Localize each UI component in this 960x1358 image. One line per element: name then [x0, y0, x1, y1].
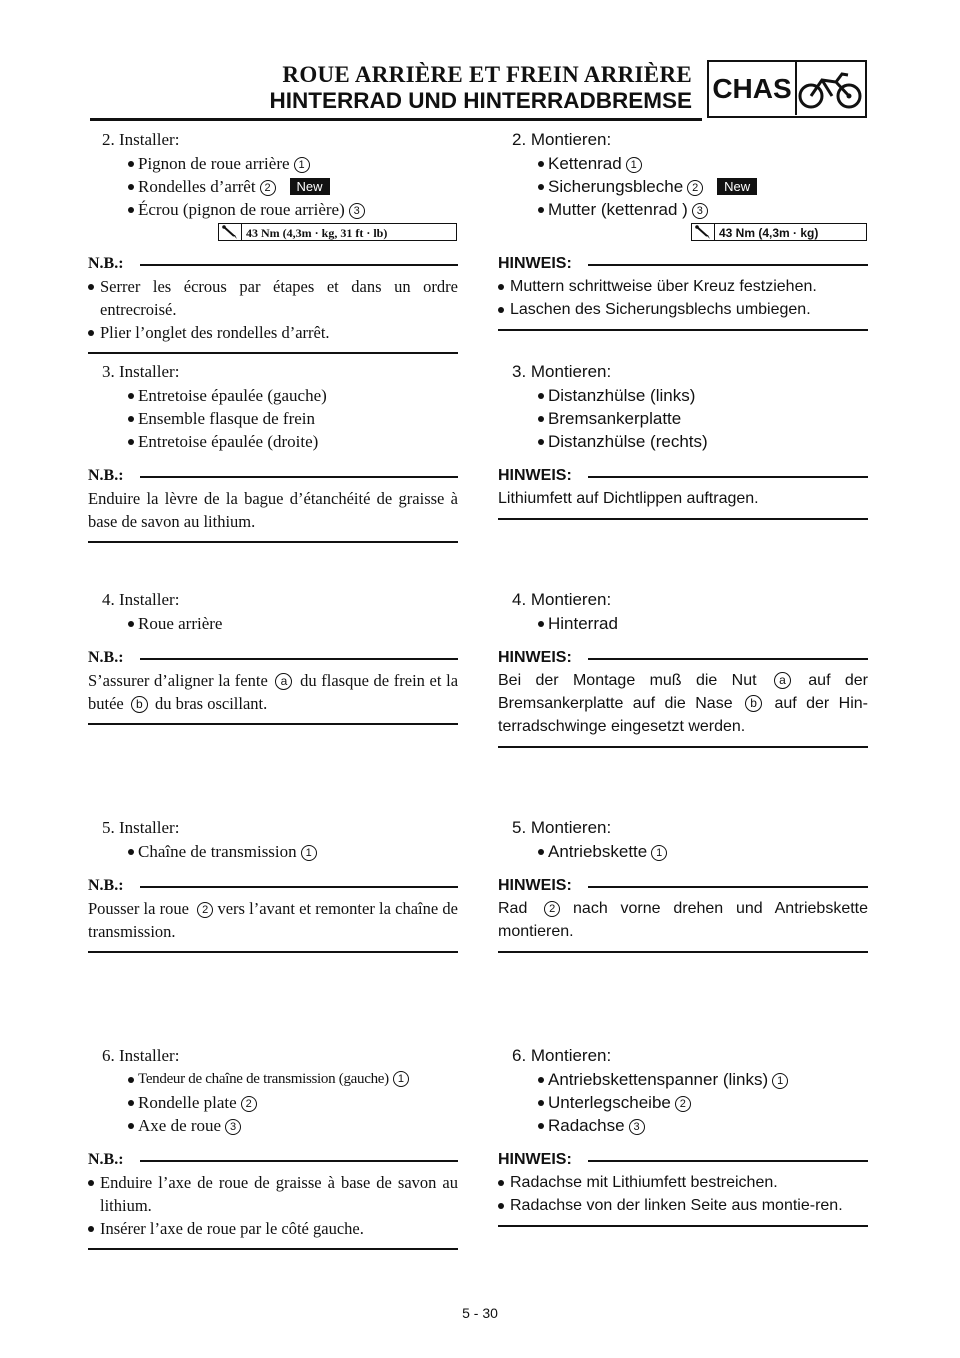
fr-step-4 — [88, 588, 458, 725]
list-item: Roue arrière — [88, 612, 458, 635]
note-end-rule — [498, 746, 868, 748]
de-step-5 — [498, 816, 868, 953]
note-body: Bei der Montage muß die Nut a auf der Bremsankerplatte auf die Nase b auf der Hin-terradschwinge eingesetzt werden. — [498, 672, 868, 735]
torque-spec: 43 Nm (4,3m · kg) — [691, 223, 867, 241]
de-step-6 — [498, 1044, 868, 1227]
note-body: Lithiumfett auf Dichtlippen auftragen. — [498, 490, 759, 507]
step-title: 4. Installer: — [102, 590, 180, 609]
list-item: Ensemble flasque de frein — [88, 407, 458, 430]
motorcycle-icon — [798, 68, 862, 112]
list-item: Rondelle plate 2 — [88, 1091, 458, 1114]
list-item: Sicherungsbleche 2 New — [498, 175, 868, 198]
list-item: Unterlegscheibe 2 — [498, 1091, 868, 1114]
torque-wrench-icon — [692, 224, 715, 240]
note-end-rule — [88, 723, 458, 725]
note-end-rule — [498, 951, 868, 953]
note-body: Serrer les écrous par étapes et dans un ordre entrecroisé. Plier l’onglet des rondelles d’arrêt. — [88, 275, 458, 344]
note-header: N.B.: — [88, 467, 458, 487]
fr-step-2 — [88, 128, 458, 354]
list-item: Entretoise épaulée (gauche) — [88, 384, 458, 407]
step-title: 3. Montieren: — [512, 362, 612, 381]
list-item: Bremsankerplatte — [498, 407, 868, 430]
note-header: N.B.: — [88, 877, 458, 897]
new-badge: New — [290, 178, 330, 195]
chapter-label: CHAS — [709, 62, 797, 115]
note-body: Rad 2 nach vorne drehen und Antriebskette montieren. — [498, 900, 869, 940]
de-step-4 — [498, 588, 868, 748]
list-item: Pignon de roue arrière 1 — [88, 152, 458, 175]
torque-spec: 43 Nm (4,3m · kg, 31 ft · lb) — [218, 223, 457, 241]
note-header: N.B.: — [88, 255, 458, 275]
step-title: 6. Installer: — [102, 1046, 180, 1065]
list-item: Kettenrad 1 — [498, 152, 868, 175]
note-header: HINWEIS: — [498, 877, 868, 897]
note-body: Pousser la roue 2 vers l’avant et remonter la chaîne de transmission. — [88, 899, 459, 941]
step-title: 5. Installer: — [102, 818, 180, 837]
note-end-rule — [498, 1225, 868, 1227]
note-header: HINWEIS: — [498, 649, 868, 669]
note-body: Enduire l’axe de roue de graisse à base de savon au lithium. Insérer l’axe de roue par le côté gauche. — [88, 1171, 458, 1240]
list-item: Antriebskette 1 — [498, 840, 868, 863]
note-body: Muttern schrittweise über Kreuz festziehen. Laschen des Sicherungsblechs umbiegen. — [498, 275, 868, 321]
torque-wrench-icon — [219, 224, 242, 240]
list-item: Tendeur de chaîne de transmission (gauche) 1 — [88, 1068, 458, 1091]
list-item: Axe de roue 3 — [88, 1114, 458, 1137]
list-item: Rondelles d’arrêt 2 New — [88, 175, 458, 198]
page-number: 5 - 30 — [462, 1305, 498, 1321]
list-item: Distanzhülse (links) — [498, 384, 868, 407]
list-item: Chaîne de transmission 1 — [88, 840, 458, 863]
new-badge: New — [717, 178, 757, 195]
list-item: Distanzhülse (rechts) — [498, 430, 868, 453]
page-title-german: HINTERRAD UND HINTERRADBREMSE — [269, 88, 692, 113]
header-rule — [90, 118, 702, 121]
fr-step-6 — [88, 1044, 458, 1250]
step-title: 5. Montieren: — [512, 818, 612, 837]
step-title: 4. Montieren: — [512, 590, 612, 609]
note-header: N.B.: — [88, 649, 458, 669]
step-title: 2. Montieren: — [512, 130, 612, 149]
note-header: HINWEIS: — [498, 1151, 868, 1171]
note-end-rule — [498, 518, 868, 520]
note-body: S’assurer d’aligner la fente a du flasque de frein et la butée b du bras oscillant. — [88, 671, 459, 713]
de-step-3 — [498, 360, 868, 520]
step-title: 3. Installer: — [102, 362, 180, 381]
note-body: Enduire la lèvre de la bague d’étanchéité de graisse à base de savon au lithium. — [88, 489, 458, 531]
chapter-tab — [707, 60, 867, 118]
note-end-rule — [498, 329, 868, 331]
de-step-2 — [498, 128, 868, 331]
note-header: HINWEIS: — [498, 467, 868, 487]
fr-step-3 — [88, 360, 458, 543]
note-end-rule — [88, 541, 458, 543]
fr-step-5 — [88, 816, 458, 953]
note-header: N.B.: — [88, 1151, 458, 1171]
note-header: HINWEIS: — [498, 255, 868, 275]
list-item: Hinterrad — [498, 612, 868, 635]
note-end-rule — [88, 1248, 458, 1250]
list-item: Entretoise épaulée (droite) — [88, 430, 458, 453]
step-title: 6. Montieren: — [512, 1046, 612, 1065]
list-item: Radachse 3 — [498, 1114, 868, 1137]
step-title: 2. Installer: — [102, 130, 180, 149]
note-body: Radachse mit Lithiumfett bestreichen. Radachse von der linken Seite aus montie-ren. — [498, 1171, 868, 1217]
list-item: Écrou (pignon de roue arrière) 3 — [88, 198, 458, 221]
note-end-rule — [88, 951, 458, 953]
list-item: Antriebskettenspanner (links) 1 — [498, 1068, 868, 1091]
note-end-rule — [88, 352, 458, 354]
page-title-french: ROUE ARRIÈRE ET FREIN ARRIÈRE — [282, 62, 692, 87]
list-item: Mutter (kettenrad ) 3 — [498, 198, 868, 221]
